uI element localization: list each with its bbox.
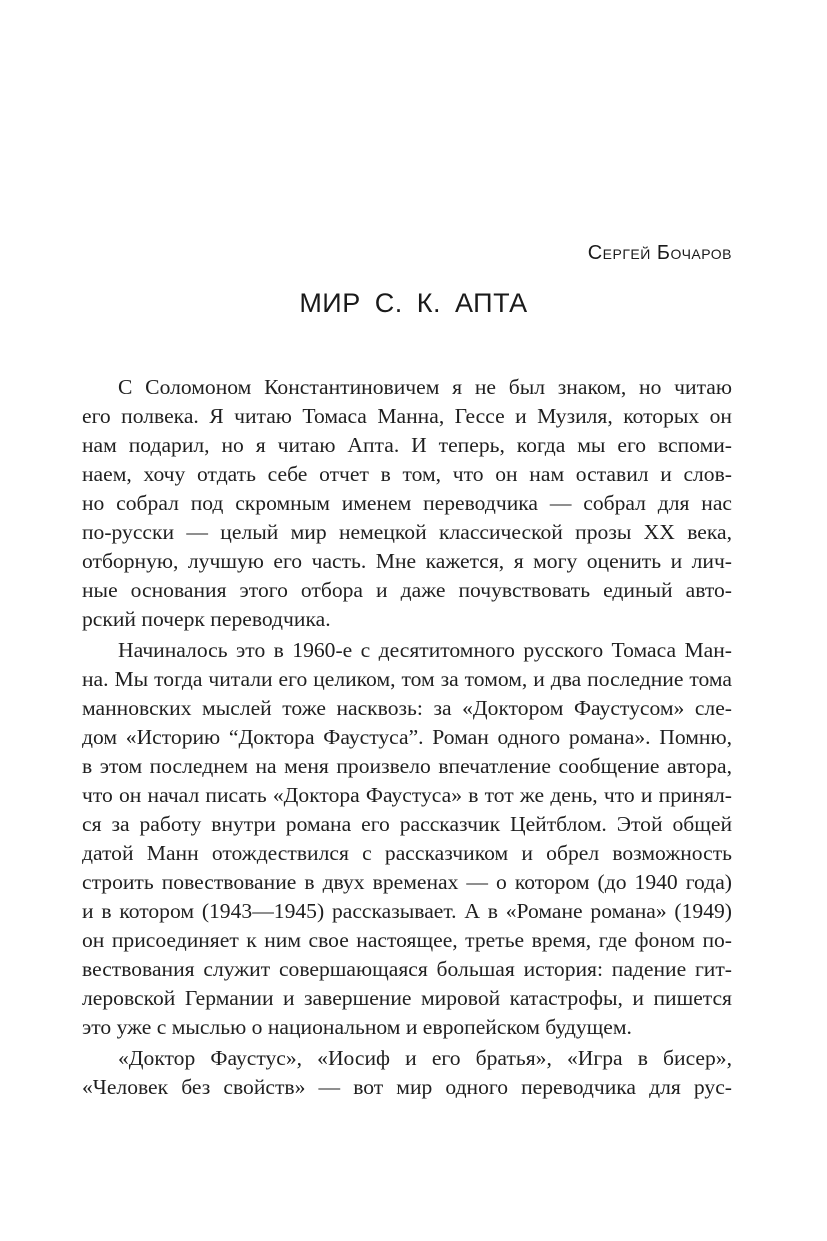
- text-line: рский почерк переводчика.: [82, 607, 331, 631]
- text-line: он присоединяет к ним свое настоящее, третье время, где фоном по-: [82, 928, 732, 952]
- text-line: манновских мыслей тоже насквозь: за «Доктором Фаустусом» сле-: [82, 696, 732, 720]
- text-line: С Соломоном Константиновичем я не был знаком, но читаю: [118, 375, 732, 399]
- page-title: МИР С. К. АПТА: [299, 288, 528, 318]
- text-line: в этом последнем на меня произвело впечатление сообщение автора,: [82, 754, 732, 778]
- text-line: это уже с мыслью о национальном и европейском будущем.: [82, 1015, 632, 1039]
- text-line: и в котором (1943—1945) рассказывает. А в «Романе романа» (1949): [82, 899, 732, 923]
- text-line: наем, хочу отдать себе отчет в том, что он нам оставил и слов-: [82, 462, 732, 486]
- text-line: «Человек без свойств» — вот мир одного переводчика для рус-: [82, 1075, 732, 1099]
- text-line: Начиналось это в 1960-е с десятитомного русского Томаса Ман-: [118, 638, 732, 662]
- text-line: на. Мы тогда читали его целиком, том за томом, и два последние тома: [82, 667, 732, 691]
- text-line: «Доктор Фаустус», «Иосиф и его братья», «Игра в бисер»,: [118, 1046, 732, 1070]
- text-line: его полвека. Я читаю Томаса Манна, Гессе и Музиля, которых он: [82, 404, 732, 428]
- text-line: ные основания этого отбора и даже почувствовать единый авто-: [82, 578, 732, 602]
- text-line: дом «Историю “Доктора Фаустуса”. Роман одного романа». Помню,: [82, 725, 732, 749]
- text-line: вествования служит совершающаяся большая история: падение гит-: [82, 957, 732, 981]
- text-line: но собрал под скромным именем переводчика — собрал для нас: [82, 491, 732, 515]
- text-line: датой Манн отождествился с рассказчиком и обрел возможность: [82, 841, 732, 865]
- text-line: нам подарил, но я читаю Апта. И теперь, когда мы его вспоми-: [82, 433, 732, 457]
- text-line: строить повествование в двух временах — о котором (до 1940 года): [82, 870, 732, 894]
- text-line: что он начал писать «Доктора Фаустуса» в тот же день, что и принял-: [82, 783, 732, 807]
- text-line: леровской Германии и завершение мировой катастрофы, и пишется: [82, 986, 732, 1010]
- text-line: по-русски — целый мир немецкой классической прозы XX века,: [82, 520, 732, 544]
- text-line: ся за работу внутри романа его рассказчик Цейтблом. Этой общей: [82, 812, 732, 836]
- text-line: отборную, лучшую его часть. Мне кажется, я могу оценить и лич-: [82, 549, 732, 573]
- author-name: Сергей Бочаров: [587, 242, 732, 264]
